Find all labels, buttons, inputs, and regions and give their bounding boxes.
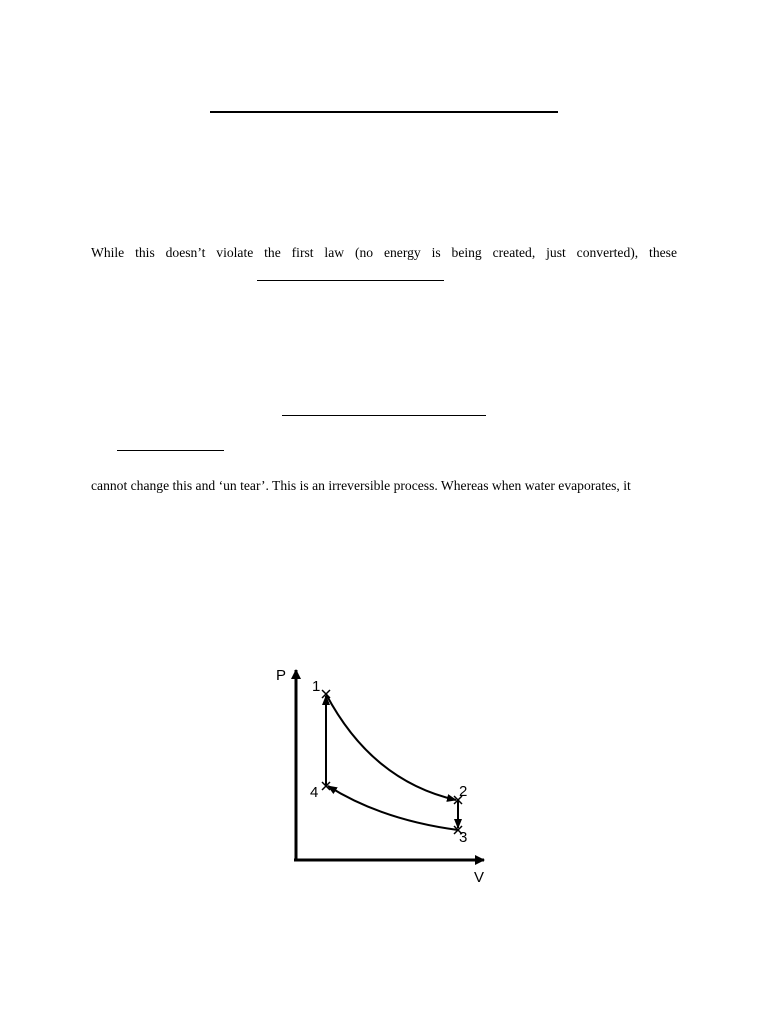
- y-axis-label: P: [276, 667, 287, 684]
- blank-underline-2: [282, 415, 486, 416]
- process-3-4: [328, 786, 458, 830]
- point-label-2: 2: [459, 783, 468, 800]
- process-1-2: [326, 694, 456, 800]
- blank-underline-3: [117, 450, 224, 451]
- point-label-3: 3: [459, 829, 468, 846]
- title-underline: [210, 111, 558, 113]
- body-text-line-1: While this doesn’t violate the first law (no energy is being created, just converted), these: [91, 245, 677, 260]
- body-text-line-2: cannot change this and ‘un tear’. This is an irreversible process. Whereas when water evaporates, it: [91, 478, 631, 493]
- point-label-1: 1: [312, 678, 321, 695]
- point-label-4: 4: [310, 784, 319, 801]
- pv-diagram: [262, 656, 502, 896]
- blank-underline-1: [257, 280, 444, 281]
- x-axis-label: V: [474, 869, 485, 886]
